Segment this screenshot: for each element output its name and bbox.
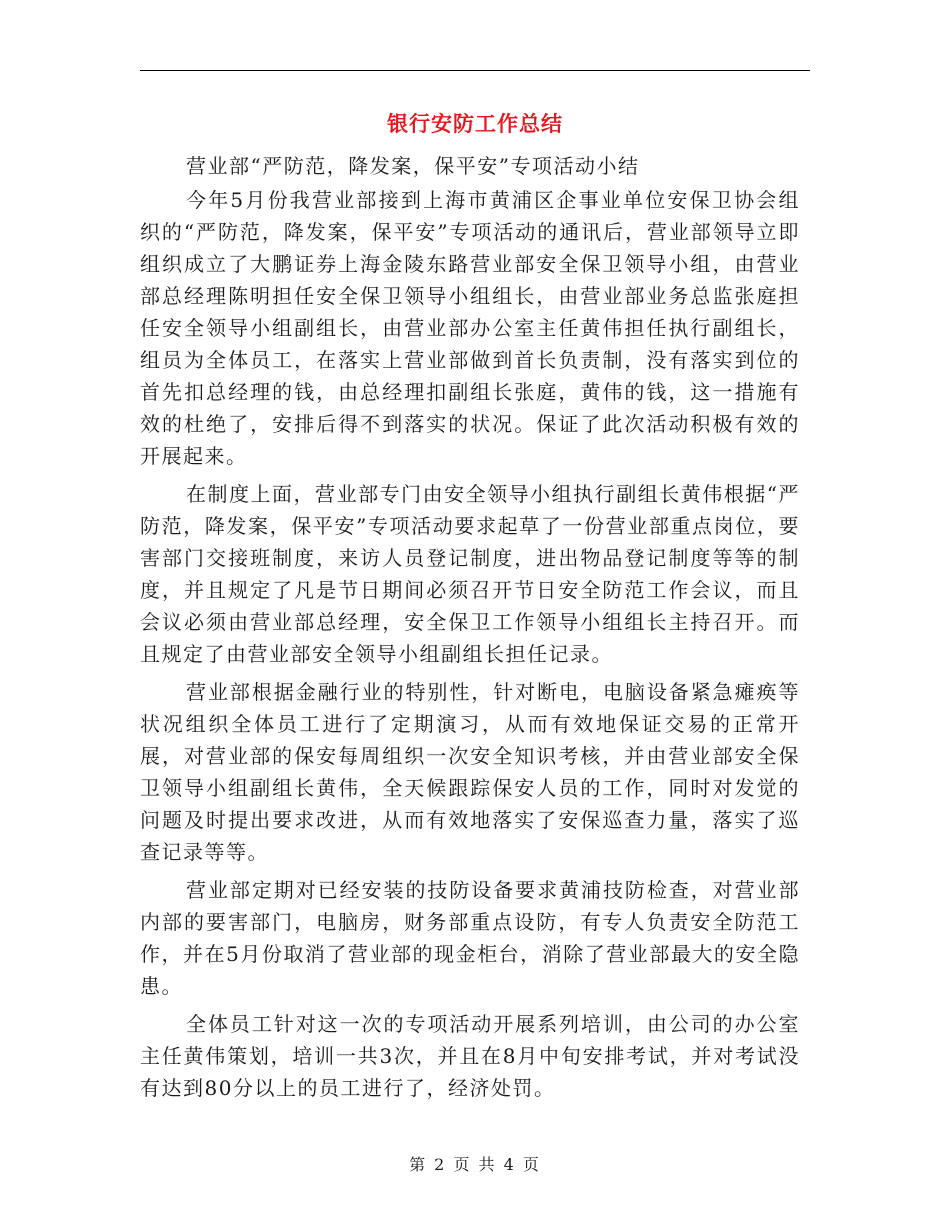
header-rule: [140, 70, 810, 71]
paragraph-5: 全体员工针对这一次的专项活动开展系列培训，由公司的办公室主任黄伟策划，培训一共3次，并且在8月中旬安排考试，并对考试没有达到80分以上的员工进行了，经济处罚。: [140, 1012, 800, 1100]
document-subtitle: 营业部“严防范，降发案，保平安”专项活动小结: [186, 154, 640, 178]
paragraph-3: 营业部根据金融行业的特别性，针对断电，电脑设备紧急瘫痪等状况组织全体员工进行了定期演习，从而有效地保证交易的正常开展，对营业部的保安每周组织一次安全知识考核，并由营业部安全保卫领导小组副组长黄伟，全天候跟踪保安人员的工作，同时对发觉的问题及时提出要求改进，从而有效地落实了安保巡查力量，落实了巡查记录等等。: [140, 680, 800, 864]
document-body: [140, 150, 800, 1104]
paragraph-2: 在制度上面，营业部专门由安全领导小组执行副组长黄伟根据“严防范，降发案，保平安”专项活动要求起草了一份营业部重点岗位，要害部门交接班制度，来访人员登记制度，进出物品登记制度等等的制度，并且规定了凡是节日期间必须召开节日安全防范工作会议，而且会议必须由营业部总经理，安全保卫工作领导小组组长主持召开。而且规定了由营业部安全领导小组副组长担任记录。: [140, 482, 800, 666]
paragraph-4: 营业部定期对已经安装的技防设备要求黄浦技防检查，对营业部内部的要害部门，电脑房，财务部重点设防，有专人负责安全防范工作，并在5月份取消了营业部的现金柜台，消除了营业部最大的安全隐患。: [140, 878, 800, 998]
paragraph-1: 今年5月份我营业部接到上海市黄浦区企事业单位安保卫协会组织的“严防范，降发案，保平安”专项活动的通讯后，营业部领导立即组织成立了大鹏证券上海金陵东路营业部安全保卫领导小组，由营业部总经理陈明担任安全保卫领导小组组长，由营业部业务总监张庭担任安全领导小组副组长，由营业部办公室主任黄伟担任执行副组长，组员为全体员工，在落实上营业部做到首长负责制，没有落实到位的首先扣总经理的钱，由总经理扣副组长张庭，黄伟的钱，这一措施有效的杜绝了，安排后得不到落实的状况。保证了此次活动积极有效的开展起来。: [140, 188, 800, 468]
page-footer: 第 2 页 共 4 页: [409, 1155, 541, 1174]
document-title: 银行安防工作总结: [387, 111, 563, 136]
